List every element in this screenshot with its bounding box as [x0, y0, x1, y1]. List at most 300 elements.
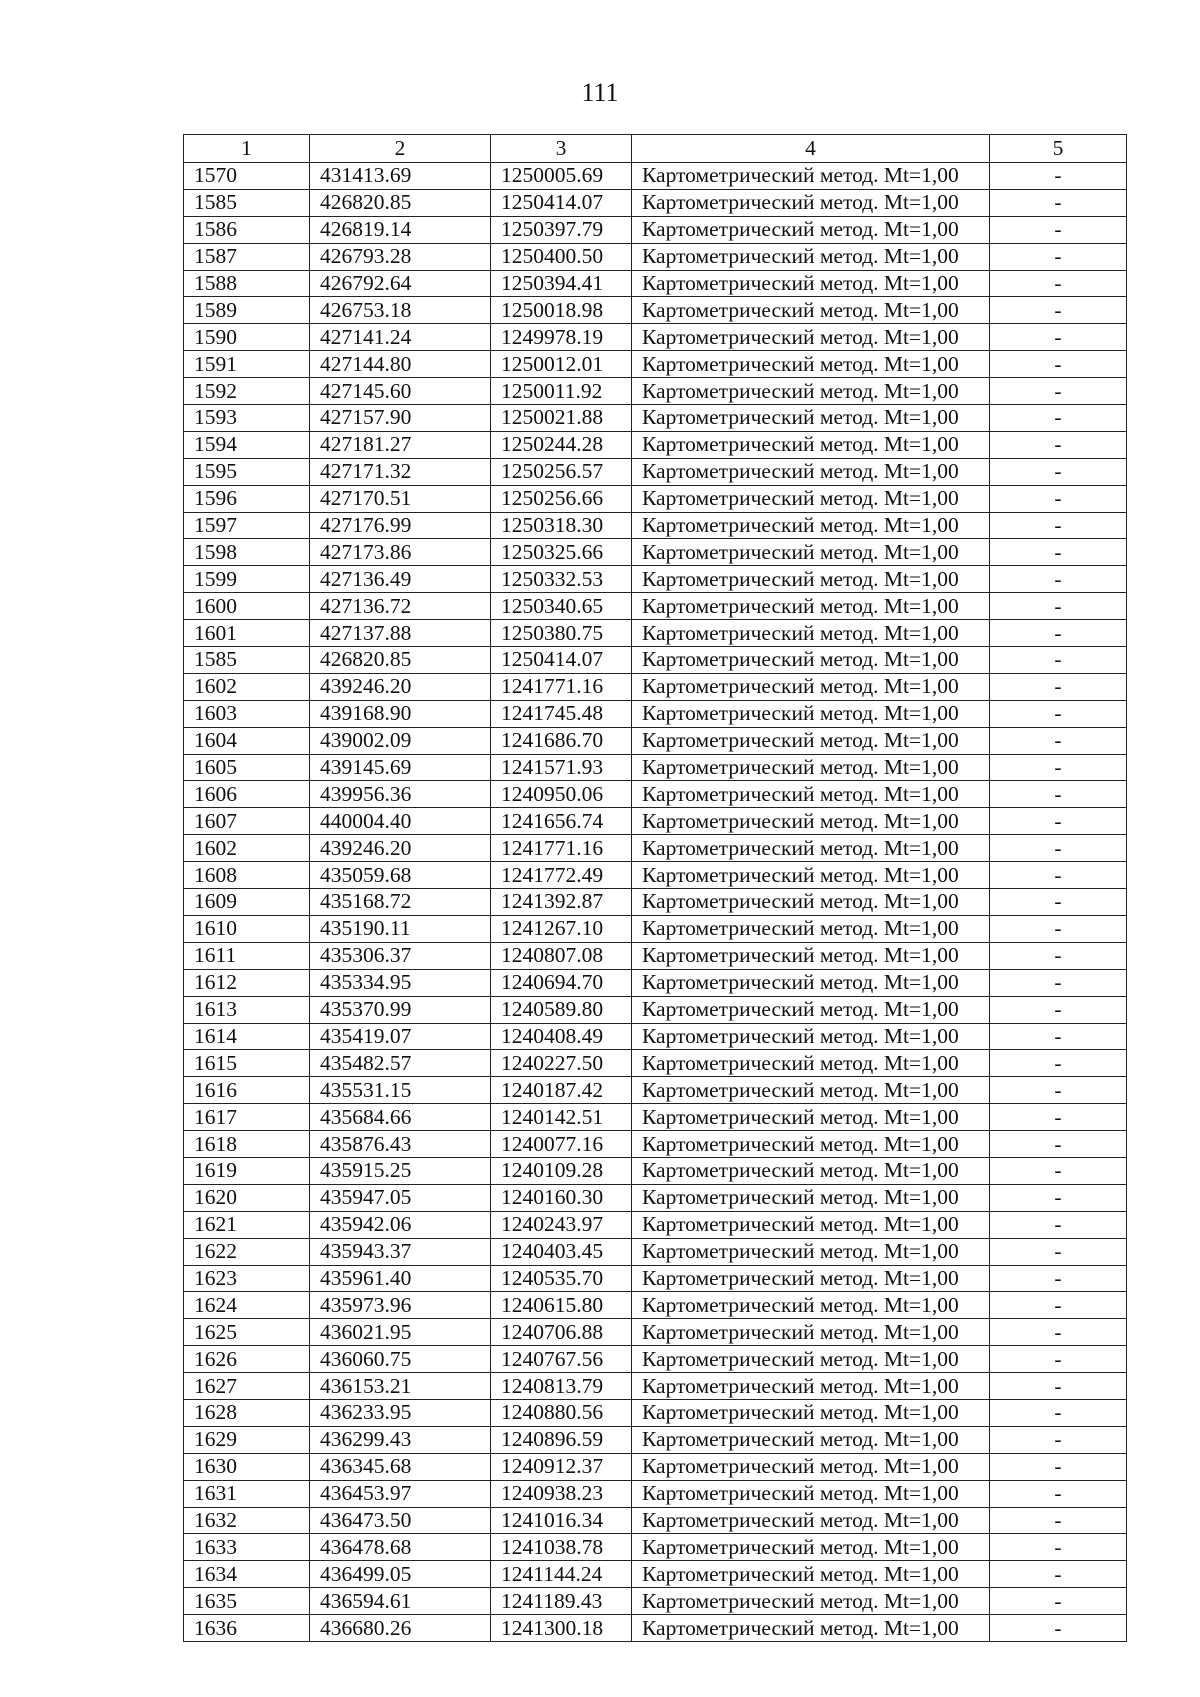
cell-note: - — [990, 673, 1127, 700]
table-row — [184, 593, 1127, 620]
cell-x-coordinate: 426793.28 — [310, 243, 491, 270]
table-body — [184, 163, 1127, 1642]
cell-note: - — [990, 1131, 1127, 1158]
cell-point-number: 1609 — [184, 889, 310, 916]
cell-note: - — [990, 1346, 1127, 1373]
cell-y-coordinate: 1240950.06 — [491, 781, 632, 808]
cell-method: Картометрический метод. Mt=1,00 — [632, 1238, 990, 1265]
cell-method: Картометрический метод. Mt=1,00 — [632, 647, 990, 674]
cell-x-coordinate: 427176.99 — [310, 512, 491, 539]
cell-method: Картометрический метод. Mt=1,00 — [632, 835, 990, 862]
cell-point-number: 1626 — [184, 1346, 310, 1373]
cell-note: - — [990, 593, 1127, 620]
cell-method: Картометрический метод. Mt=1,00 — [632, 1050, 990, 1077]
cell-x-coordinate: 427136.49 — [310, 566, 491, 593]
cell-note: - — [990, 889, 1127, 916]
cell-method: Картометрический метод. Mt=1,00 — [632, 969, 990, 996]
cell-x-coordinate: 426820.85 — [310, 647, 491, 674]
cell-note: - — [990, 458, 1127, 485]
cell-method: Картометрический метод. Mt=1,00 — [632, 1157, 990, 1184]
cell-method: Картометрический метод. Mt=1,00 — [632, 1319, 990, 1346]
table-row — [184, 216, 1127, 243]
cell-point-number: 1595 — [184, 458, 310, 485]
cell-note: - — [990, 1077, 1127, 1104]
cell-point-number: 1627 — [184, 1373, 310, 1400]
cell-method: Картометрический метод. Mt=1,00 — [632, 163, 990, 190]
cell-x-coordinate: 435947.05 — [310, 1184, 491, 1211]
table-row — [184, 189, 1127, 216]
cell-point-number: 1590 — [184, 324, 310, 351]
cell-note: - — [990, 1561, 1127, 1588]
cell-note: - — [990, 647, 1127, 674]
cell-x-coordinate: 427170.51 — [310, 485, 491, 512]
cell-note: - — [990, 1211, 1127, 1238]
cell-point-number: 1585 — [184, 189, 310, 216]
cell-point-number: 1633 — [184, 1534, 310, 1561]
cell-method: Картометрический метод. Mt=1,00 — [632, 243, 990, 270]
table-row — [184, 808, 1127, 835]
cell-x-coordinate: 427137.88 — [310, 620, 491, 647]
cell-y-coordinate: 1250005.69 — [491, 163, 632, 190]
table-row — [184, 1211, 1127, 1238]
cell-y-coordinate: 1250397.79 — [491, 216, 632, 243]
cell-x-coordinate: 439002.09 — [310, 727, 491, 754]
cell-method: Картометрический метод. Mt=1,00 — [632, 566, 990, 593]
cell-x-coordinate: 435973.96 — [310, 1292, 491, 1319]
cell-x-coordinate: 431413.69 — [310, 163, 491, 190]
cell-note: - — [990, 297, 1127, 324]
page-number: 111 — [581, 78, 619, 107]
table-row — [184, 1615, 1127, 1642]
cell-point-number: 1601 — [184, 620, 310, 647]
cell-point-number: 1593 — [184, 405, 310, 432]
cell-method: Картометрический метод. Mt=1,00 — [632, 754, 990, 781]
cell-point-number: 1588 — [184, 270, 310, 297]
cell-point-number: 1606 — [184, 781, 310, 808]
table-row — [184, 1480, 1127, 1507]
cell-y-coordinate: 1250394.41 — [491, 270, 632, 297]
table-row — [184, 1346, 1127, 1373]
cell-y-coordinate: 1241772.49 — [491, 862, 632, 889]
cell-x-coordinate: 436499.05 — [310, 1561, 491, 1588]
table-row — [184, 566, 1127, 593]
cell-y-coordinate: 1240077.16 — [491, 1131, 632, 1158]
cell-point-number: 1612 — [184, 969, 310, 996]
cell-y-coordinate: 1240694.70 — [491, 969, 632, 996]
table-row — [184, 1453, 1127, 1480]
cell-note: - — [990, 270, 1127, 297]
cell-method: Картометрический метод. Mt=1,00 — [632, 700, 990, 727]
cell-point-number: 1623 — [184, 1265, 310, 1292]
cell-point-number: 1613 — [184, 996, 310, 1023]
table-row — [184, 700, 1127, 727]
cell-y-coordinate: 1240403.45 — [491, 1238, 632, 1265]
cell-note: - — [990, 1453, 1127, 1480]
table-row — [184, 727, 1127, 754]
cell-point-number: 1636 — [184, 1615, 310, 1642]
cell-y-coordinate: 1240706.88 — [491, 1319, 632, 1346]
cell-method: Картометрический метод. Mt=1,00 — [632, 889, 990, 916]
cell-y-coordinate: 1240912.37 — [491, 1453, 632, 1480]
cell-x-coordinate: 427141.24 — [310, 324, 491, 351]
cell-y-coordinate: 1241189.43 — [491, 1588, 632, 1615]
header-cell-3: 3 — [491, 135, 632, 163]
cell-note: - — [990, 1023, 1127, 1050]
cell-x-coordinate: 436473.50 — [310, 1507, 491, 1534]
cell-point-number: 1617 — [184, 1104, 310, 1131]
header-cell-4: 4 — [632, 135, 990, 163]
table-row — [184, 1238, 1127, 1265]
cell-note: - — [990, 216, 1127, 243]
cell-note: - — [990, 405, 1127, 432]
cell-note: - — [990, 996, 1127, 1023]
cell-note: - — [990, 727, 1127, 754]
cell-x-coordinate: 435482.57 — [310, 1050, 491, 1077]
cell-x-coordinate: 426820.85 — [310, 189, 491, 216]
cell-point-number: 1592 — [184, 378, 310, 405]
table-row — [184, 324, 1127, 351]
cell-note: - — [990, 566, 1127, 593]
cell-x-coordinate: 439145.69 — [310, 754, 491, 781]
cell-note: - — [990, 431, 1127, 458]
cell-point-number: 1602 — [184, 835, 310, 862]
cell-note: - — [990, 942, 1127, 969]
table-row — [184, 647, 1127, 674]
cell-y-coordinate: 1241016.34 — [491, 1507, 632, 1534]
table-row — [184, 1184, 1127, 1211]
cell-point-number: 1600 — [184, 593, 310, 620]
cell-method: Картометрический метод. Mt=1,00 — [632, 1373, 990, 1400]
table-row — [184, 163, 1127, 190]
cell-method: Картометрический метод. Mt=1,00 — [632, 1480, 990, 1507]
table-row — [184, 1050, 1127, 1077]
table-row — [184, 1265, 1127, 1292]
cell-method: Картометрический метод. Mt=1,00 — [632, 593, 990, 620]
cell-x-coordinate: 439246.20 — [310, 835, 491, 862]
header-cell-5: 5 — [990, 135, 1127, 163]
cell-note: - — [990, 620, 1127, 647]
cell-x-coordinate: 427181.27 — [310, 431, 491, 458]
cell-y-coordinate: 1250256.57 — [491, 458, 632, 485]
cell-note: - — [990, 1373, 1127, 1400]
cell-x-coordinate: 435943.37 — [310, 1238, 491, 1265]
cell-method: Картометрический метод. Mt=1,00 — [632, 1292, 990, 1319]
cell-point-number: 1591 — [184, 351, 310, 378]
cell-note: - — [990, 512, 1127, 539]
cell-method: Картометрический метод. Mt=1,00 — [632, 1399, 990, 1426]
cell-x-coordinate: 427157.90 — [310, 405, 491, 432]
cell-y-coordinate: 1241038.78 — [491, 1534, 632, 1561]
cell-note: - — [990, 781, 1127, 808]
cell-x-coordinate: 427171.32 — [310, 458, 491, 485]
cell-method: Картометрический метод. Mt=1,00 — [632, 431, 990, 458]
header-row — [184, 135, 1127, 163]
cell-note: - — [990, 163, 1127, 190]
table-row — [184, 996, 1127, 1023]
cell-method: Картометрический метод. Mt=1,00 — [632, 942, 990, 969]
cell-point-number: 1611 — [184, 942, 310, 969]
cell-point-number: 1604 — [184, 727, 310, 754]
cell-point-number: 1602 — [184, 673, 310, 700]
cell-method: Картометрический метод. Mt=1,00 — [632, 297, 990, 324]
cell-x-coordinate: 435334.95 — [310, 969, 491, 996]
cell-note: - — [990, 1157, 1127, 1184]
cell-point-number: 1589 — [184, 297, 310, 324]
table-row — [184, 1077, 1127, 1104]
table-row — [184, 458, 1127, 485]
cell-y-coordinate: 1250400.50 — [491, 243, 632, 270]
cell-note: - — [990, 969, 1127, 996]
cell-method: Картометрический метод. Mt=1,00 — [632, 1561, 990, 1588]
cell-point-number: 1570 — [184, 163, 310, 190]
cell-x-coordinate: 435531.15 — [310, 1077, 491, 1104]
cell-method: Картометрический метод. Mt=1,00 — [632, 405, 990, 432]
coordinates-table — [183, 134, 1127, 1642]
cell-y-coordinate: 1240615.80 — [491, 1292, 632, 1319]
cell-method: Картометрический метод. Mt=1,00 — [632, 727, 990, 754]
cell-note: - — [990, 1399, 1127, 1426]
table-row — [184, 243, 1127, 270]
cell-x-coordinate: 436453.97 — [310, 1480, 491, 1507]
cell-y-coordinate: 1241771.16 — [491, 835, 632, 862]
cell-y-coordinate: 1240243.97 — [491, 1211, 632, 1238]
cell-x-coordinate: 436153.21 — [310, 1373, 491, 1400]
table-row — [184, 431, 1127, 458]
table-row — [184, 1319, 1127, 1346]
cell-method: Картометрический метод. Mt=1,00 — [632, 216, 990, 243]
cell-method: Картометрический метод. Mt=1,00 — [632, 673, 990, 700]
cell-point-number: 1585 — [184, 647, 310, 674]
cell-note: - — [990, 915, 1127, 942]
cell-x-coordinate: 435059.68 — [310, 862, 491, 889]
table-row — [184, 1292, 1127, 1319]
cell-note: - — [990, 1534, 1127, 1561]
cell-point-number: 1598 — [184, 539, 310, 566]
cell-note: - — [990, 1588, 1127, 1615]
cell-x-coordinate: 435876.43 — [310, 1131, 491, 1158]
cell-y-coordinate: 1240142.51 — [491, 1104, 632, 1131]
table-row — [184, 351, 1127, 378]
cell-x-coordinate: 436680.26 — [310, 1615, 491, 1642]
cell-y-coordinate: 1240807.08 — [491, 942, 632, 969]
cell-point-number: 1632 — [184, 1507, 310, 1534]
cell-x-coordinate: 436594.61 — [310, 1588, 491, 1615]
cell-y-coordinate: 1241656.74 — [491, 808, 632, 835]
cell-x-coordinate: 435370.99 — [310, 996, 491, 1023]
table-row — [184, 1534, 1127, 1561]
table-row — [184, 889, 1127, 916]
cell-y-coordinate: 1250244.28 — [491, 431, 632, 458]
cell-y-coordinate: 1241571.93 — [491, 754, 632, 781]
cell-note: - — [990, 243, 1127, 270]
cell-note: - — [990, 1050, 1127, 1077]
table-row — [184, 512, 1127, 539]
cell-x-coordinate: 435961.40 — [310, 1265, 491, 1292]
cell-point-number: 1608 — [184, 862, 310, 889]
table-row — [184, 1131, 1127, 1158]
cell-y-coordinate: 1240109.28 — [491, 1157, 632, 1184]
cell-x-coordinate: 427173.86 — [310, 539, 491, 566]
cell-y-coordinate: 1250011.92 — [491, 378, 632, 405]
cell-y-coordinate: 1240227.50 — [491, 1050, 632, 1077]
cell-method: Картометрический метод. Mt=1,00 — [632, 485, 990, 512]
cell-method: Картометрический метод. Mt=1,00 — [632, 781, 990, 808]
cell-x-coordinate: 426792.64 — [310, 270, 491, 297]
cell-point-number: 1621 — [184, 1211, 310, 1238]
cell-method: Картометрический метод. Mt=1,00 — [632, 512, 990, 539]
header-cell-2: 2 — [310, 135, 491, 163]
table-row — [184, 620, 1127, 647]
cell-point-number: 1616 — [184, 1077, 310, 1104]
cell-y-coordinate: 1240896.59 — [491, 1426, 632, 1453]
cell-y-coordinate: 1250018.98 — [491, 297, 632, 324]
cell-method: Картометрический метод. Mt=1,00 — [632, 324, 990, 351]
cell-method: Картометрический метод. Mt=1,00 — [632, 1211, 990, 1238]
cell-y-coordinate: 1250012.01 — [491, 351, 632, 378]
cell-point-number: 1631 — [184, 1480, 310, 1507]
cell-y-coordinate: 1241300.18 — [491, 1615, 632, 1642]
cell-x-coordinate: 439956.36 — [310, 781, 491, 808]
table-row — [184, 539, 1127, 566]
cell-method: Картометрический метод. Mt=1,00 — [632, 1346, 990, 1373]
table-row — [184, 915, 1127, 942]
cell-method: Картометрический метод. Mt=1,00 — [632, 1534, 990, 1561]
cell-y-coordinate: 1250380.75 — [491, 620, 632, 647]
cell-point-number: 1610 — [184, 915, 310, 942]
cell-x-coordinate: 436060.75 — [310, 1346, 491, 1373]
cell-method: Картометрический метод. Mt=1,00 — [632, 351, 990, 378]
cell-y-coordinate: 1240408.49 — [491, 1023, 632, 1050]
cell-point-number: 1619 — [184, 1157, 310, 1184]
cell-point-number: 1629 — [184, 1426, 310, 1453]
cell-method: Картометрический метод. Mt=1,00 — [632, 1023, 990, 1050]
cell-x-coordinate: 427144.80 — [310, 351, 491, 378]
cell-y-coordinate: 1240880.56 — [491, 1399, 632, 1426]
cell-point-number: 1596 — [184, 485, 310, 512]
cell-x-coordinate: 435419.07 — [310, 1023, 491, 1050]
cell-point-number: 1597 — [184, 512, 310, 539]
cell-note: - — [990, 1426, 1127, 1453]
table-row — [184, 1399, 1127, 1426]
table-row — [184, 862, 1127, 889]
table-row — [184, 270, 1127, 297]
cell-x-coordinate: 440004.40 — [310, 808, 491, 835]
cell-point-number: 1635 — [184, 1588, 310, 1615]
cell-y-coordinate: 1250340.65 — [491, 593, 632, 620]
cell-note: - — [990, 324, 1127, 351]
cell-method: Картометрический метод. Mt=1,00 — [632, 378, 990, 405]
cell-y-coordinate: 1250325.66 — [491, 539, 632, 566]
cell-method: Картометрический метод. Mt=1,00 — [632, 1426, 990, 1453]
cell-note: - — [990, 351, 1127, 378]
cell-method: Картометрический метод. Mt=1,00 — [632, 1184, 990, 1211]
table-row — [184, 673, 1127, 700]
cell-note: - — [990, 1507, 1127, 1534]
cell-note: - — [990, 1292, 1127, 1319]
cell-x-coordinate: 436021.95 — [310, 1319, 491, 1346]
cell-point-number: 1622 — [184, 1238, 310, 1265]
cell-note: - — [990, 700, 1127, 727]
cell-method: Картометрический метод. Mt=1,00 — [632, 1453, 990, 1480]
cell-note: - — [990, 862, 1127, 889]
cell-x-coordinate: 435684.66 — [310, 1104, 491, 1131]
table-header — [184, 135, 1127, 163]
table-row — [184, 754, 1127, 781]
cell-point-number: 1599 — [184, 566, 310, 593]
cell-y-coordinate: 1250414.07 — [491, 189, 632, 216]
cell-x-coordinate: 427145.60 — [310, 378, 491, 405]
table-row — [184, 378, 1127, 405]
cell-point-number: 1624 — [184, 1292, 310, 1319]
table-row — [184, 1104, 1127, 1131]
cell-method: Картометрический метод. Mt=1,00 — [632, 539, 990, 566]
cell-x-coordinate: 435306.37 — [310, 942, 491, 969]
table-row — [184, 942, 1127, 969]
table-row — [184, 1023, 1127, 1050]
cell-note: - — [990, 1184, 1127, 1211]
cell-y-coordinate: 1240187.42 — [491, 1077, 632, 1104]
cell-y-coordinate: 1250414.07 — [491, 647, 632, 674]
cell-point-number: 1614 — [184, 1023, 310, 1050]
table-row — [184, 1561, 1127, 1588]
cell-x-coordinate: 435190.11 — [310, 915, 491, 942]
table-row — [184, 1157, 1127, 1184]
table-row — [184, 781, 1127, 808]
cell-method: Картометрический метод. Mt=1,00 — [632, 996, 990, 1023]
cell-note: - — [990, 1319, 1127, 1346]
cell-method: Картометрический метод. Mt=1,00 — [632, 808, 990, 835]
cell-y-coordinate: 1240813.79 — [491, 1373, 632, 1400]
cell-x-coordinate: 427136.72 — [310, 593, 491, 620]
cell-point-number: 1630 — [184, 1453, 310, 1480]
cell-x-coordinate: 439246.20 — [310, 673, 491, 700]
cell-note: - — [990, 1265, 1127, 1292]
cell-point-number: 1603 — [184, 700, 310, 727]
cell-note: - — [990, 835, 1127, 862]
cell-y-coordinate: 1241267.10 — [491, 915, 632, 942]
cell-method: Картометрический метод. Mt=1,00 — [632, 1265, 990, 1292]
cell-method: Картометрический метод. Mt=1,00 — [632, 1507, 990, 1534]
cell-note: - — [990, 539, 1127, 566]
cell-x-coordinate: 426753.18 — [310, 297, 491, 324]
cell-method: Картометрический метод. Mt=1,00 — [632, 270, 990, 297]
cell-method: Картометрический метод. Mt=1,00 — [632, 862, 990, 889]
cell-x-coordinate: 436345.68 — [310, 1453, 491, 1480]
cell-point-number: 1594 — [184, 431, 310, 458]
cell-note: - — [990, 189, 1127, 216]
cell-method: Картометрический метод. Mt=1,00 — [632, 1077, 990, 1104]
cell-method: Картометрический метод. Mt=1,00 — [632, 1588, 990, 1615]
cell-y-coordinate: 1250318.30 — [491, 512, 632, 539]
table-row — [184, 297, 1127, 324]
cell-y-coordinate: 1240535.70 — [491, 1265, 632, 1292]
cell-point-number: 1625 — [184, 1319, 310, 1346]
cell-y-coordinate: 1250256.66 — [491, 485, 632, 512]
cell-note: - — [990, 1480, 1127, 1507]
cell-point-number: 1628 — [184, 1399, 310, 1426]
cell-method: Картометрический метод. Mt=1,00 — [632, 1131, 990, 1158]
cell-x-coordinate: 436233.95 — [310, 1399, 491, 1426]
table-row — [184, 835, 1127, 862]
cell-point-number: 1586 — [184, 216, 310, 243]
cell-point-number: 1587 — [184, 243, 310, 270]
cell-method: Картометрический метод. Mt=1,00 — [632, 458, 990, 485]
cell-method: Картометрический метод. Mt=1,00 — [632, 1104, 990, 1131]
cell-note: - — [990, 485, 1127, 512]
cell-note: - — [990, 754, 1127, 781]
table-row — [184, 1373, 1127, 1400]
cell-y-coordinate: 1241392.87 — [491, 889, 632, 916]
